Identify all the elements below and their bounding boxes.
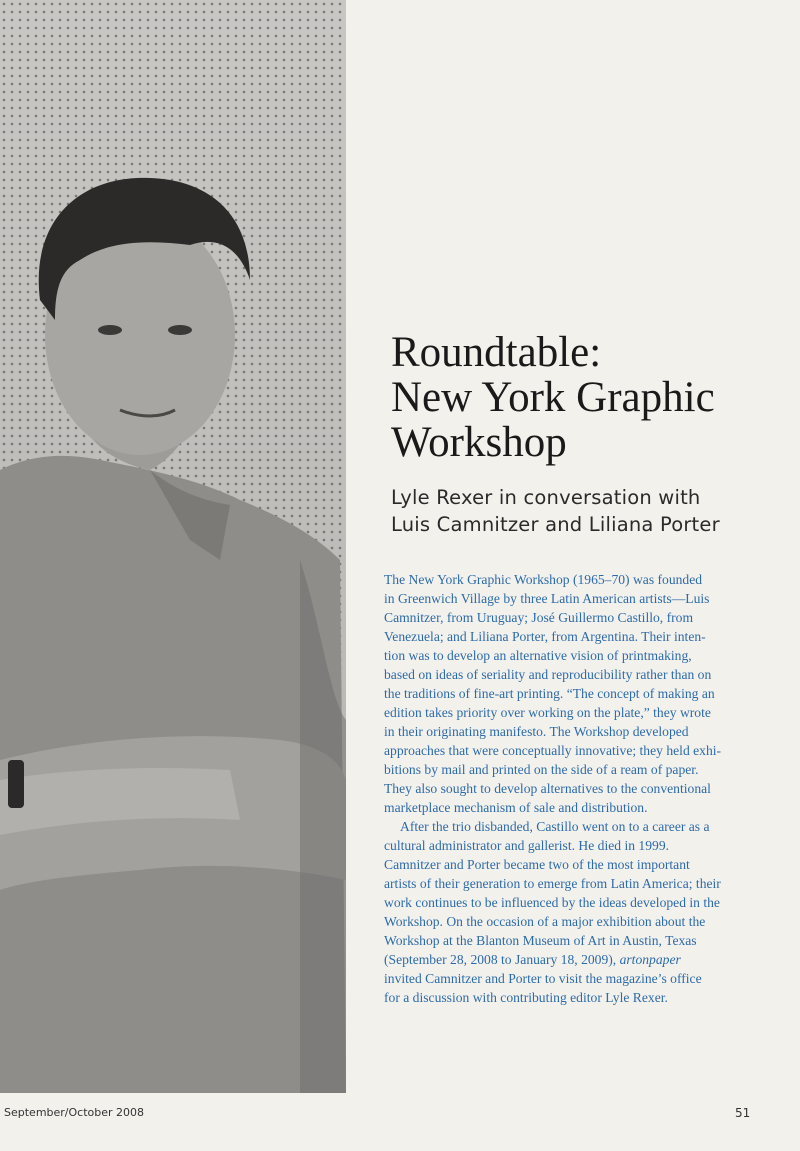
intro-line: approaches that were conceptually innovative; they held exhi- — [384, 743, 722, 758]
intro-line: marketplace mechanism of sale and distribution. — [384, 800, 648, 815]
article-subtitle — [391, 484, 791, 538]
intro-line-with-magazine — [384, 950, 776, 969]
intro-line: artists of their generation to emerge from Latin America; their — [384, 876, 721, 891]
article-title — [391, 330, 781, 465]
magazine-name: artonpaper — [619, 952, 681, 967]
intro-line: for a discussion with contributing editor Lyle Rexer. — [384, 990, 668, 1005]
intro-line: tion was to develop an alternative vision of printmaking, — [384, 648, 692, 663]
article-intro — [384, 570, 776, 1007]
portrait-illustration — [0, 0, 346, 1093]
portrait-photo — [0, 0, 346, 1093]
intro-line: Camnitzer, from Uruguay; José Guillermo Castillo, from — [384, 610, 694, 625]
intro-line: They also sought to develop alternatives to the conventional — [384, 781, 711, 796]
title-line: Roundtable: — [391, 329, 602, 376]
subtitle-line: Lyle Rexer in conversation with — [391, 486, 701, 509]
intro-line: invited Camnitzer and Porter to visit the magazine’s office — [384, 971, 702, 986]
intro-line: edition takes priority over working on the plate,” they wrote — [384, 705, 711, 720]
intro-line: Camnitzer and Porter became two of the most important — [384, 857, 690, 872]
intro-line: bitions by mail and printed on the side of a ream of paper. — [384, 762, 699, 777]
page-number: 51 — [735, 1106, 751, 1120]
issue-date: September/October 2008 — [4, 1106, 145, 1119]
intro-line: in their originating manifesto. The Workshop developed — [384, 724, 689, 739]
intro-line: Workshop. On the occasion of a major exhibition about the — [384, 914, 706, 929]
intro-line: cultural administrator and gallerist. He died in 1999. — [384, 838, 670, 853]
intro-line-text: (September 28, 2008 to January 18, 2009), — [384, 952, 620, 967]
intro-line: based on ideas of seriality and reproducibility rather than on — [384, 667, 712, 682]
subtitle-line: Luis Camnitzer and Liliana Porter — [391, 513, 720, 536]
intro-line: in Greenwich Village by three Latin American artists—Luis — [384, 591, 710, 606]
intro-line: After the trio disbanded, Castillo went on to a career as a — [400, 819, 710, 834]
title-line: New York Graphic — [391, 374, 715, 421]
intro-line: the traditions of fine-art printing. “The concept of making an — [384, 686, 715, 701]
intro-line: work continues to be influenced by the ideas developed in the — [384, 895, 720, 910]
title-line: Workshop — [391, 419, 567, 466]
intro-line: Workshop at the Blanton Museum of Art in Austin, Texas — [384, 933, 697, 948]
intro-line: Venezuela; and Liliana Porter, from Argentina. Their inten- — [384, 629, 706, 644]
intro-line: The New York Graphic Workshop (1965–70) was founded — [384, 572, 703, 587]
